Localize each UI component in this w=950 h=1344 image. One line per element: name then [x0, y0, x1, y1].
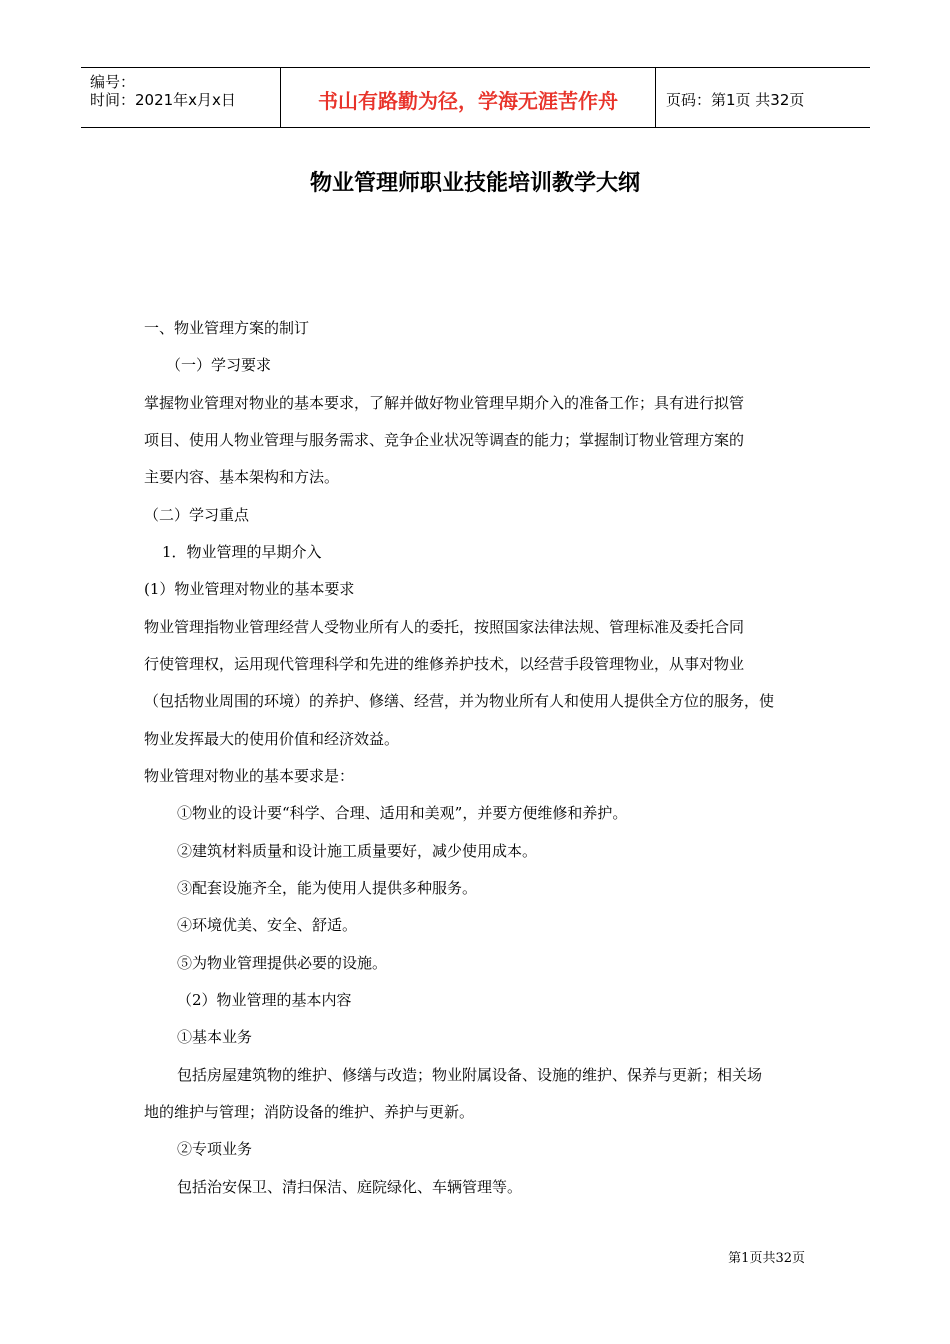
paragraph-line: 物业管理对物业的基本要求是：	[144, 767, 355, 785]
header-motto-cell	[281, 68, 656, 127]
list-item: ⑤为物业管理提供必要的设施。	[177, 954, 388, 972]
header-page-cell	[656, 68, 870, 127]
page-header	[81, 67, 870, 128]
document-number-label: 编号：	[90, 73, 136, 91]
list-item: ④环境优美、安全、舒适。	[177, 916, 358, 934]
subsection-heading: （一）学习要求	[166, 356, 272, 374]
paragraph-line: 包括房屋建筑物的维护、修缮与改造；物业附属设备、设施的维护、保养与更新；相关场	[177, 1066, 763, 1084]
paragraph-line: 行使管理权，运用现代管理科学和先进的维修养护技术，以经营手段管理物业，从事对物业	[144, 655, 745, 673]
paragraph-line: 主要内容、基本架构和方法。	[144, 468, 340, 486]
page-footer: 第1页共32页	[728, 1251, 805, 1266]
list-item: ②专项业务	[177, 1140, 253, 1158]
document-time-label: 时间：2021年x月x日	[90, 91, 236, 109]
document-title: 物业管理师职业技能培训教学大纲	[309, 171, 640, 196]
list-item: ②建筑材料质量和设计施工质量要好，减少使用成本。	[177, 842, 538, 860]
paragraph-line: 物业发挥最大的使用价值和经济效益。	[144, 730, 400, 748]
paragraph-line: 项目、使用人物业管理与服务需求、竞争企业状况等调查的能力；掌握制订物业管理方案的	[144, 431, 745, 449]
header-info-cell	[81, 68, 281, 127]
subsection-heading: （二）学习重点	[144, 506, 250, 524]
section-heading: 一、物业管理方案的制订	[144, 319, 310, 337]
item-heading: (1）物业管理对物业的基本要求	[144, 580, 355, 598]
paragraph-line: 包括治安保卫、清扫保洁、庭院绿化、车辆管理等。	[177, 1178, 523, 1196]
header-page-code: 页码：第1页 共32页	[666, 91, 805, 109]
list-item: ①物业的设计要“科学、合理、适用和美观”，并要方便维修和养护。	[177, 804, 628, 822]
paragraph-line: 物业管理指物业管理经营人受物业所有人的委托，按照国家法律法规、管理标准及委托合同	[144, 618, 745, 636]
list-item: ①基本业务	[177, 1028, 253, 1046]
paragraph-line: 地的维护与管理；消防设备的维护、养护与更新。	[144, 1103, 475, 1121]
header-motto: 书山有路勤为径，学海无涯苦作舟	[318, 89, 618, 113]
paragraph-line: 掌握物业管理对物业的基本要求，了解并做好物业管理早期介入的准备工作；具有进行拟管	[144, 394, 745, 412]
list-item: ③配套设施齐全，能为使用人提供多种服务。	[177, 879, 478, 897]
item-heading: （2）物业管理的基本内容	[177, 991, 352, 1009]
item-heading: 1．物业管理的早期介入	[162, 543, 322, 561]
paragraph-line: （包括物业周围的环境）的养护、修缮、经营，并为物业所有人和使用人提供全方位的服务，使	[144, 692, 775, 710]
